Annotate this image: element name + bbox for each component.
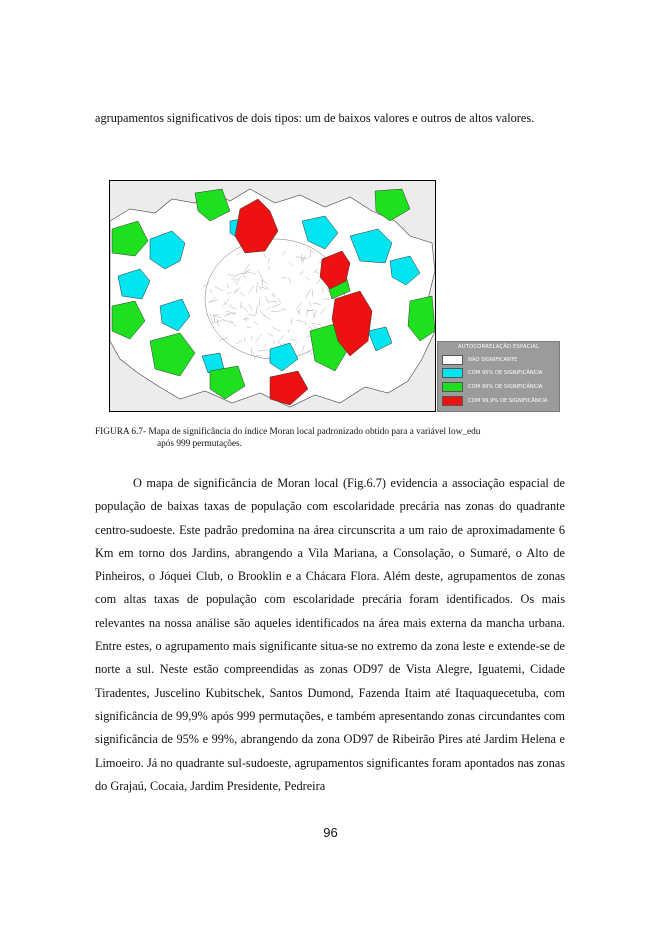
page-number: 96	[323, 825, 338, 840]
map-graphic	[110, 181, 435, 411]
legend-item-99	[442, 382, 557, 393]
legend-swatch-green	[442, 382, 463, 392]
paragraph-analysis: O mapa de significância de Moran local (Fig.6.7) evidencia a associação espacial de população de baixas taxas de população com escolaridade precária nas zonas do quadrante centro-sudoeste. Este padrão predomina na área circunscrita a um raio de aproximadamente 6 Km em torno dos Jardins, abrangendo a Vila Mariana, a Consolação, o Sumaré, o Alto de Pinheiros, o Jóquei Club, o Brooklin e a Chácara Flora. Além deste, agrupamentos de zonas com altas taxas de população com escolaridade precária foram identificados. Os mais relevantes na nossa análise são aqueles identificados na área mais externa da mancha urbana. Entre estes, o agrupamento mais significante situa-se no extremo da zona leste e extende-se de norte a sul. Neste estão compreendidas as zonas OD97 de Vista Alegre, Iguatemi, Cidade Tiradentes, Juscelino Kubitschek, Santos Dumond, Fazenda Itaim até Itaquaquecetuba, com significância de 99,9% após 999 permutações, e também apresentando zonas circundantes com significância de 95% e 99%, abrangendo da zona OD97 de Ribeirão Pires até Jardim Helena e Limoeiro. Já no quadrante sul-sudoeste, agrupamentos significantes foram apontados nas zonas do Grajaú, Cocaia, Jardim Presidente, Pedreira	[95, 476, 565, 793]
legend-label: COM 95% DE SIGNIFICÂNCIA	[468, 370, 543, 376]
figure-caption	[95, 426, 570, 450]
legend-label: COM 99% DE SIGNIFICÂNCIA	[468, 384, 543, 390]
legend-item-999	[442, 396, 557, 407]
legend-swatch-red	[442, 396, 463, 406]
legend-label: COM 99,9% DE SIGNIFICÂNCIA	[468, 398, 548, 404]
legend-item-not-significant	[442, 355, 557, 366]
legend-swatch-white	[442, 355, 463, 365]
legend-item-95	[442, 368, 557, 379]
caption-line-1: FIGURA 6.7- Mapa de significância do índice Moran local padronizado obtido para a variável low_edu	[95, 427, 481, 437]
legend-label: NÃO SIGNIFICANTE	[468, 357, 518, 363]
legend-swatch-cyan	[442, 368, 463, 378]
map-legend	[437, 341, 560, 412]
paragraph-intro: agrupamentos significativos de dois tipos: um de baixos valores e outros de altos valores.	[95, 111, 535, 125]
significance-map	[109, 180, 436, 412]
legend-title: AUTOCORRELAÇÃO ESPACIAL	[457, 344, 540, 350]
caption-line-2: após 999 permutações.	[157, 439, 242, 449]
